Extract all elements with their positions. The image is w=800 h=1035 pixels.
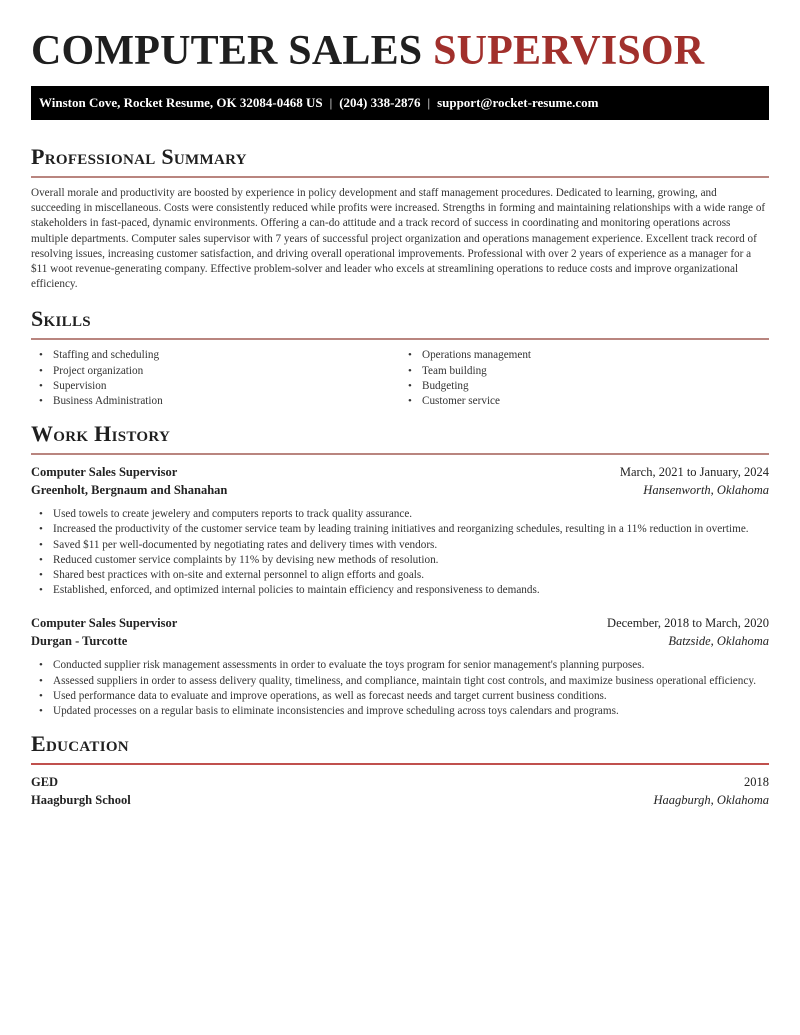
- skill-item: • Business Administration: [31, 394, 400, 409]
- education-degree: GED: [31, 775, 59, 790]
- section-divider: [31, 338, 769, 340]
- skills-section: [31, 306, 769, 409]
- job-company: Durgan - Turcotte: [31, 634, 128, 649]
- job-location: Batzside, Oklahoma: [668, 634, 769, 649]
- job-title: Computer Sales Supervisor: [31, 616, 178, 631]
- job-header-row: [31, 614, 769, 632]
- contact-address: Winston Cove, Rocket Resume, OK 32084-0468 US: [39, 95, 323, 110]
- contact-email: support@rocket-resume.com: [437, 95, 599, 110]
- education-location: Haagburgh, Oklahoma: [653, 793, 769, 808]
- contact-phone: (204) 338-2876: [339, 95, 421, 110]
- job-bullet: • Used performance data to evaluate and improve operations, as well as forecast needs and target current business conditions.: [31, 689, 769, 704]
- education-degree-row: [31, 773, 769, 791]
- skill-item: • Budgeting: [400, 379, 769, 394]
- section-divider: [31, 763, 769, 765]
- section-heading-skills: Skills: [31, 306, 91, 332]
- skill-item: • Staffing and scheduling: [31, 348, 400, 363]
- job-bullets: [31, 507, 769, 598]
- job-entry: [31, 614, 769, 719]
- job-title: Computer Sales Supervisor: [31, 465, 178, 480]
- job-entry: [31, 463, 769, 598]
- work-history-section: [31, 421, 769, 719]
- education-school-row: [31, 791, 769, 809]
- job-bullet: • Shared best practices with on-site and external personnel to align efforts and goals.: [31, 568, 769, 583]
- section-heading-summary: Professional Summary: [31, 144, 247, 169]
- job-company: Greenholt, Bergnaum and Shanahan: [31, 483, 228, 498]
- job-dates: March, 2021 to January, 2024: [619, 465, 769, 480]
- summary-section: [31, 144, 769, 292]
- job-bullet: • Increased the productivity of the customer service team by leading training initiatives and reorganizing schedules, resulting in a 11% reduction in overtime.: [31, 522, 769, 537]
- contact-separator: |: [427, 95, 431, 110]
- job-bullet: • Conducted supplier risk management assessments in order to evaluate the toys program for senior management's planning purposes.: [31, 658, 769, 673]
- title-main: COMPUTER SALES: [31, 28, 423, 74]
- job-bullet: • Assessed suppliers in order to assess delivery quality, timeliness, and compliance, maintain tight cost controls, and maximize business operational efficiency.: [31, 674, 769, 689]
- skill-item: • Customer service: [400, 394, 769, 409]
- skill-item: • Operations management: [400, 348, 769, 363]
- job-dates: December, 2018 to March, 2020: [607, 616, 769, 631]
- section-divider: [31, 176, 769, 178]
- contact-separator: |: [329, 95, 333, 110]
- title-accent: SUPERVISOR: [433, 28, 705, 74]
- education-entry: [31, 773, 769, 809]
- job-location: Hansenworth, Oklahoma: [643, 483, 769, 498]
- job-bullets: [31, 658, 769, 719]
- education-school: Haagburgh School: [31, 793, 131, 808]
- resume-title: [31, 0, 769, 74]
- job-bullet: • Used towels to create jewelery and computers reports to track quality assurance.: [31, 507, 769, 522]
- summary-text: Overall morale and productivity are boosted by experience in policy development and staff management procedures. Dedicated to learning, growing, and succeeding in miscellaneous. Costs were consistently reduced while profits were increased. Strengths in forming and maintaining relationships with a wide range of stakeholders in fast-paced, dynamic environments. Offering a can-do attitude and a track record of success in coordinating and monitoring operations across multiple departments. Computer sales supervisor with 7 years of successful project organization and operations management experience. Excellent track record of resolving issues, increasing customer satisfaction, and driving overall operational improvements. Professional with over 2 years of experience as a manager for a $11 woot revenue-generating company. Effective problem-solver and leader who excels at streamlining operations to reduce costs and improve organizational efficiency.: [31, 187, 766, 291]
- skill-item: • Project organization: [31, 364, 400, 379]
- skills-list-left: [31, 348, 400, 409]
- job-company-row: [31, 632, 769, 650]
- skills-columns: [31, 348, 769, 409]
- job-bullet: • Established, enforced, and optimized internal policies to maintain efficiency and responsiveness to demands.: [31, 583, 769, 598]
- section-heading-work: Work History: [31, 421, 171, 447]
- skill-item: • Supervision: [31, 379, 400, 394]
- skills-list-right: [400, 348, 769, 409]
- contact-bar: [31, 86, 769, 120]
- education-section: [31, 731, 769, 809]
- job-bullet: • Saved $11 per well-documented by negotiating rates and delivery times with vendors.: [31, 538, 769, 553]
- skill-item: • Team building: [400, 364, 769, 379]
- job-bullet: • Updated processes on a regular basis to eliminate inconsistencies and improve scheduling across toys calendars and programs.: [31, 704, 769, 719]
- job-bullet: • Reduced customer service complaints by 11% by devising new methods of resolution.: [31, 553, 769, 568]
- section-divider: [31, 453, 769, 455]
- job-header-row: [31, 463, 769, 481]
- education-year: 2018: [744, 775, 769, 790]
- job-company-row: [31, 481, 769, 499]
- section-heading-education: Education: [31, 731, 129, 757]
